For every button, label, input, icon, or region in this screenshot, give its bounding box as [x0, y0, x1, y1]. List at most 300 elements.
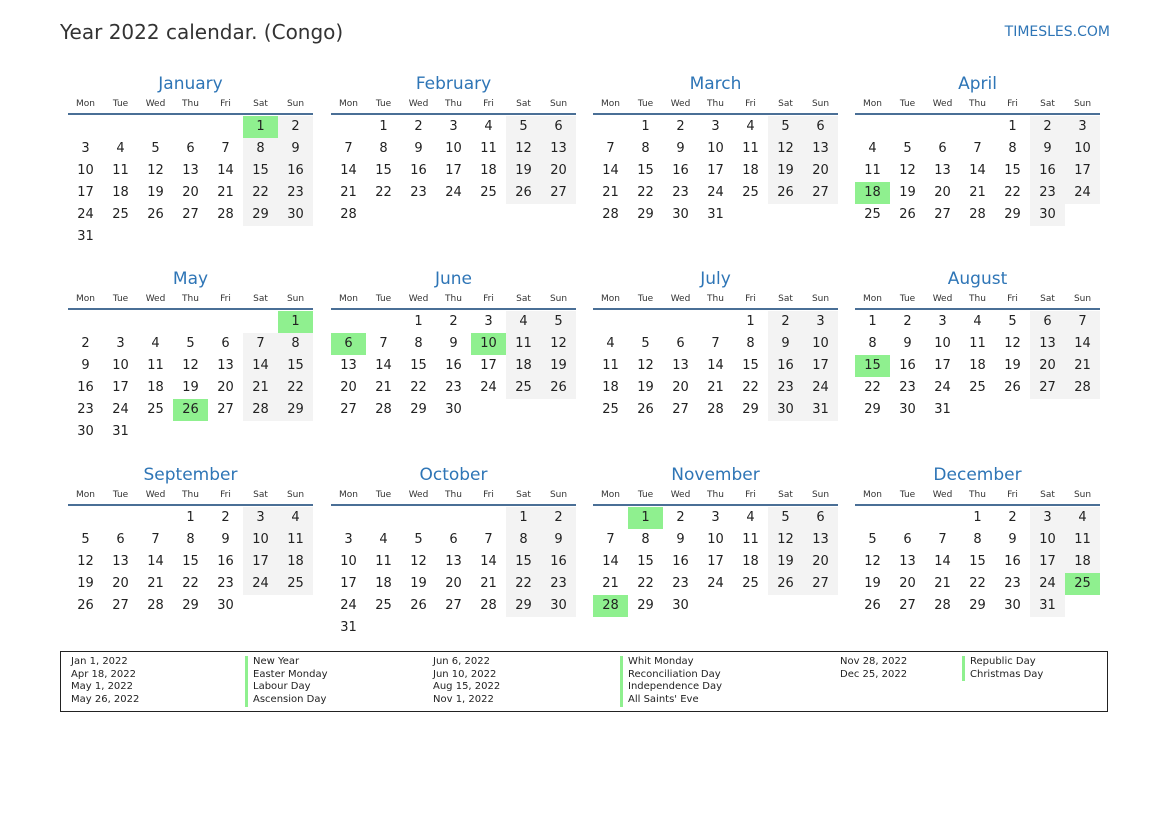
day-cell: 7 [484, 532, 493, 547]
day-cell: 9 [903, 336, 912, 351]
day-cell: 21 [707, 380, 724, 395]
day-cell: 20 [803, 551, 838, 573]
day-cell: 22 [742, 380, 759, 395]
day-cell: 7 [938, 532, 947, 547]
day-cell: 23 [410, 185, 427, 200]
weekday-label: Mon [601, 294, 620, 304]
day-cell: 5 [506, 116, 541, 138]
day-cell: 20 [803, 160, 838, 182]
month-name: October [419, 465, 488, 485]
day-cell: 8 [278, 333, 313, 355]
day-cell: 28 [707, 402, 724, 417]
month-name: November [671, 465, 760, 485]
day-cell: 1 [641, 119, 650, 134]
weekday-header [593, 96, 838, 115]
day-cell: 30 [672, 598, 689, 613]
day-cell: 4 [746, 119, 755, 134]
legend-date: Jun 6, 2022 [433, 656, 490, 667]
day-cell: 14 [969, 163, 986, 178]
day-cell: 15 [969, 554, 986, 569]
legend-names [245, 656, 328, 707]
empty-cell [593, 507, 628, 529]
day-cell: 2 [1008, 510, 1017, 525]
legend-dates [840, 656, 907, 681]
day-cell: 5 [541, 311, 576, 333]
empty-cell [855, 507, 890, 529]
day-cell: 20 [934, 185, 951, 200]
day-cell: 21 [243, 377, 278, 399]
day-cell: 2 [221, 510, 230, 525]
weekday-label: Wed [670, 294, 691, 304]
day-cell: 21 [934, 576, 951, 591]
day-cell: 21 [217, 185, 234, 200]
day-cell: 18 [506, 355, 541, 377]
weekday-label: Wed [408, 99, 429, 109]
day-cell: 12 [768, 138, 803, 160]
day-cell: 15 [506, 551, 541, 573]
day-grid [331, 507, 576, 639]
day-cell: 10 [445, 141, 462, 156]
empty-cell [890, 116, 925, 138]
weekday-label: Sat [516, 294, 531, 304]
day-cell: 15 [637, 163, 654, 178]
weekday-label: Mon [601, 99, 620, 109]
day-cell: 24 [1065, 182, 1100, 204]
day-grid [593, 116, 838, 226]
weekday-label: Tue [375, 294, 392, 304]
day-cell: 11 [742, 141, 759, 156]
legend-date: Aug 15, 2022 [433, 681, 501, 693]
day-cell: 14 [602, 554, 619, 569]
day-cell: 17 [1030, 551, 1065, 573]
day-cell: 11 [506, 333, 541, 355]
day-cell: 19 [147, 185, 164, 200]
weekday-label: Sun [549, 99, 568, 109]
day-cell: 3 [116, 336, 125, 351]
day-cell: 14 [934, 554, 951, 569]
weekday-label: Fri [483, 490, 494, 500]
weekday-label: Thu [445, 490, 462, 500]
weekday-label: Wed [932, 490, 953, 500]
day-cell: 11 [864, 163, 881, 178]
day-cell: 5 [768, 116, 803, 138]
day-cell: 25 [742, 185, 759, 200]
day-cell: 2 [676, 119, 685, 134]
day-cell: 12 [506, 138, 541, 160]
month-october [331, 464, 576, 639]
day-cell: 9 [278, 138, 313, 160]
day-cell: 9 [414, 141, 423, 156]
weekday-label: Sat [516, 490, 531, 500]
day-cell: 18 [112, 185, 129, 200]
day-cell: 17 [445, 163, 462, 178]
holiday-legend [60, 651, 1108, 712]
day-cell: 23 [1030, 182, 1065, 204]
day-cell: 11 [1065, 529, 1100, 551]
day-cell: 28 [217, 207, 234, 222]
weekday-label: Tue [112, 294, 129, 304]
day-cell: 12 [768, 529, 803, 551]
weekday-label: Thu [969, 294, 986, 304]
day-cell: 20 [112, 576, 129, 591]
legend-holiday-name: Reconciliation Day [620, 669, 722, 682]
empty-cell [138, 311, 173, 333]
day-grid [855, 507, 1100, 617]
day-cell: 25 [112, 207, 129, 222]
day-cell: 19 [506, 160, 541, 182]
day-cell: 4 [151, 336, 160, 351]
weekday-label: Fri [483, 99, 494, 109]
empty-cell [890, 507, 925, 529]
day-cell: 5 [186, 336, 195, 351]
day-cell: 5 [868, 532, 877, 547]
weekday-label: Sun [1073, 294, 1092, 304]
day-cell: 22 [410, 380, 427, 395]
day-cell: 3 [711, 119, 720, 134]
day-cell: 14 [375, 358, 392, 373]
weekday-label: Fri [220, 99, 231, 109]
day-cell: 17 [77, 185, 94, 200]
day-cell: 19 [637, 380, 654, 395]
day-cell: 30 [672, 207, 689, 222]
empty-cell [925, 507, 960, 529]
weekday-header [68, 487, 313, 506]
day-cell: 23 [77, 402, 94, 417]
day-cell: 3 [1030, 507, 1065, 529]
day-cell: 5 [151, 141, 160, 156]
weekday-label: Sun [811, 294, 830, 304]
empty-cell [366, 507, 401, 529]
day-cell: 5 [903, 141, 912, 156]
day-cell: 16 [217, 554, 234, 569]
brand-link[interactable]: TIMESLES.COM [1004, 24, 1110, 40]
holiday-day-cell: 28 [593, 595, 628, 617]
day-cell: 4 [973, 314, 982, 329]
month-may [68, 268, 313, 443]
day-cell: 10 [340, 554, 357, 569]
day-cell: 23 [541, 573, 576, 595]
day-cell: 2 [903, 314, 912, 329]
weekday-label: Sun [1073, 99, 1092, 109]
day-cell: 5 [641, 336, 650, 351]
holiday-day-cell: 10 [471, 333, 506, 355]
day-cell: 28 [969, 207, 986, 222]
day-cell: 29 [742, 402, 759, 417]
day-cell: 19 [182, 380, 199, 395]
empty-cell [663, 311, 698, 333]
day-cell: 31 [77, 229, 94, 244]
day-cell: 21 [602, 576, 619, 591]
weekday-label: Sat [778, 99, 793, 109]
day-cell: 16 [541, 551, 576, 573]
weekday-label: Fri [483, 294, 494, 304]
day-cell: 4 [868, 141, 877, 156]
legend-holiday-name: Independence Day [620, 681, 722, 694]
day-cell: 30 [77, 424, 94, 439]
day-cell: 27 [112, 598, 129, 613]
day-cell: 28 [934, 598, 951, 613]
day-cell: 9 [221, 532, 230, 547]
day-cell: 16 [899, 358, 916, 373]
holiday-day-cell: 15 [855, 355, 890, 377]
weekday-header [68, 291, 313, 310]
empty-cell [173, 116, 208, 138]
day-cell: 8 [641, 532, 650, 547]
day-cell: 24 [707, 185, 724, 200]
day-cell: 4 [278, 507, 313, 529]
day-cell: 14 [340, 163, 357, 178]
weekday-label: Mon [339, 490, 358, 500]
legend-holiday-name: Whit Monday [620, 656, 722, 669]
day-cell: 8 [746, 336, 755, 351]
day-cell: 10 [803, 333, 838, 355]
legend-dates [71, 656, 139, 707]
holiday-day-cell: 1 [278, 311, 313, 333]
weekday-label: Fri [220, 490, 231, 500]
day-cell: 20 [217, 380, 234, 395]
empty-cell [173, 311, 208, 333]
day-cell: 1 [506, 507, 541, 529]
day-cell: 27 [340, 402, 357, 417]
day-cell: 30 [768, 399, 803, 421]
day-cell: 5 [414, 532, 423, 547]
day-cell: 2 [81, 336, 90, 351]
legend-date: Dec 25, 2022 [840, 668, 908, 680]
day-cell: 12 [182, 358, 199, 373]
day-cell: 14 [243, 355, 278, 377]
day-cell: 17 [480, 358, 497, 373]
weekday-label: Mon [863, 490, 882, 500]
day-grid [855, 311, 1100, 421]
day-cell: 11 [278, 529, 313, 551]
day-cell: 6 [1030, 311, 1065, 333]
empty-cell [208, 116, 243, 138]
day-cell: 3 [484, 314, 493, 329]
day-cell: 18 [742, 163, 759, 178]
day-cell: 28 [340, 207, 357, 222]
weekday-label: Sat [516, 99, 531, 109]
weekday-label: Mon [601, 490, 620, 500]
day-cell: 18 [969, 358, 986, 373]
day-cell: 23 [217, 576, 234, 591]
weekday-label: Thu [969, 490, 986, 500]
weekday-header [855, 487, 1100, 506]
day-cell: 27 [803, 182, 838, 204]
day-cell: 1 [379, 119, 388, 134]
day-grid [331, 116, 576, 226]
weekday-label: Tue [899, 294, 916, 304]
day-cell: 10 [243, 529, 278, 551]
weekday-label: Tue [112, 490, 129, 500]
month-name: June [434, 269, 473, 289]
day-cell: 9 [1030, 138, 1065, 160]
legend-holiday-name: Christmas Day [962, 669, 1043, 682]
weekday-label: Fri [745, 490, 756, 500]
day-cell: 30 [899, 402, 916, 417]
day-cell: 11 [375, 554, 392, 569]
day-cell: 11 [112, 163, 129, 178]
day-cell: 10 [707, 532, 724, 547]
day-cell: 6 [803, 507, 838, 529]
day-cell: 26 [637, 402, 654, 417]
weekday-header [593, 487, 838, 506]
day-cell: 28 [375, 402, 392, 417]
month-name: April [958, 74, 997, 94]
empty-cell [593, 311, 628, 333]
day-cell: 7 [379, 336, 388, 351]
weekday-header [331, 291, 576, 310]
day-cell: 20 [340, 380, 357, 395]
day-cell: 17 [112, 380, 129, 395]
day-cell: 1 [746, 314, 755, 329]
day-cell: 15 [742, 358, 759, 373]
day-cell: 7 [1065, 311, 1100, 333]
day-cell: 16 [445, 358, 462, 373]
day-cell: 2 [278, 116, 313, 138]
day-cell: 11 [742, 532, 759, 547]
day-cell: 19 [77, 576, 94, 591]
day-cell: 15 [278, 355, 313, 377]
day-cell: 20 [899, 576, 916, 591]
weekday-header [331, 96, 576, 115]
day-cell: 23 [899, 380, 916, 395]
weekday-label: Sat [1040, 490, 1055, 500]
day-cell: 1 [973, 510, 982, 525]
day-cell: 21 [147, 576, 164, 591]
weekday-header [593, 291, 838, 310]
day-cell: 4 [606, 336, 615, 351]
day-cell: 2 [676, 510, 685, 525]
day-cell: 14 [1065, 333, 1100, 355]
month-name: December [933, 465, 1022, 485]
legend-holiday-name: All Saints' Eve [620, 694, 722, 707]
month-december [855, 464, 1100, 617]
weekday-label: Mon [76, 294, 95, 304]
weekday-label: Tue [899, 490, 916, 500]
day-cell: 30 [445, 402, 462, 417]
weekday-label: Tue [375, 490, 392, 500]
legend-date: Jun 10, 2022 [433, 668, 497, 680]
day-cell: 8 [186, 532, 195, 547]
month-name: January [158, 74, 223, 94]
day-grid [855, 116, 1100, 226]
day-cell: 15 [243, 160, 278, 182]
day-cell: 24 [480, 380, 497, 395]
day-cell: 22 [182, 576, 199, 591]
day-cell: 27 [541, 182, 576, 204]
holiday-day-cell: 25 [1065, 573, 1100, 595]
weekday-label: Tue [112, 99, 129, 109]
day-cell: 25 [278, 573, 313, 595]
page-title: Year 2022 calendar. (Congo) [60, 20, 344, 44]
weekday-label: Sun [549, 490, 568, 500]
legend-names [962, 656, 1043, 681]
day-cell: 30 [278, 204, 313, 226]
month-name: May [172, 269, 209, 289]
day-cell: 13 [340, 358, 357, 373]
day-grid [68, 116, 313, 248]
month-august [855, 268, 1100, 421]
weekday-label: Wed [145, 490, 166, 500]
day-cell: 3 [243, 507, 278, 529]
day-cell: 14 [602, 163, 619, 178]
day-cell: 1 [1008, 119, 1017, 134]
holiday-day-cell: 1 [243, 116, 278, 138]
day-cell: 4 [746, 510, 755, 525]
day-cell: 19 [864, 576, 881, 591]
weekday-label: Mon [863, 99, 882, 109]
empty-cell [401, 507, 436, 529]
weekday-label: Thu [707, 490, 724, 500]
day-cell: 9 [1008, 532, 1017, 547]
day-cell: 26 [768, 182, 803, 204]
weekday-label: Thu [445, 99, 462, 109]
month-name: February [415, 74, 492, 94]
day-cell: 22 [278, 377, 313, 399]
legend-holiday-name: Republic Day [962, 656, 1043, 669]
day-cell: 18 [147, 380, 164, 395]
day-cell: 25 [506, 377, 541, 399]
day-cell: 31 [803, 399, 838, 421]
day-cell: 13 [217, 358, 234, 373]
day-cell: 3 [81, 141, 90, 156]
day-cell: 30 [217, 598, 234, 613]
empty-cell [68, 116, 103, 138]
weekday-label: Mon [76, 490, 95, 500]
empty-cell [925, 116, 960, 138]
day-cell: 10 [1065, 138, 1100, 160]
weekday-label: Sat [253, 294, 268, 304]
day-cell: 17 [934, 358, 951, 373]
empty-cell [243, 311, 278, 333]
day-cell: 3 [711, 510, 720, 525]
legend-date: May 26, 2022 [71, 694, 140, 706]
day-cell: 2 [1030, 116, 1065, 138]
day-cell: 7 [151, 532, 160, 547]
legend-date: May 1, 2022 [71, 681, 134, 693]
day-cell: 21 [969, 185, 986, 200]
weekday-label: Wed [932, 99, 953, 109]
day-cell: 16 [672, 163, 689, 178]
day-cell: 20 [182, 185, 199, 200]
day-cell: 7 [973, 141, 982, 156]
day-cell: 30 [1030, 204, 1065, 226]
day-cell: 29 [410, 402, 427, 417]
day-cell: 8 [379, 141, 388, 156]
legend-holiday-name: Ascension Day [245, 694, 328, 707]
day-cell: 29 [637, 598, 654, 613]
weekday-label: Thu [182, 99, 199, 109]
weekday-label: Sat [1040, 99, 1055, 109]
weekday-label: Sun [811, 490, 830, 500]
day-cell: 10 [77, 163, 94, 178]
day-cell: 21 [602, 185, 619, 200]
day-grid [593, 507, 838, 617]
day-cell: 4 [484, 119, 493, 134]
day-cell: 27 [672, 402, 689, 417]
day-cell: 1 [186, 510, 195, 525]
day-cell: 28 [147, 598, 164, 613]
month-january [68, 73, 313, 248]
day-cell: 18 [375, 576, 392, 591]
day-cell: 7 [243, 333, 278, 355]
day-cell: 9 [676, 532, 685, 547]
day-cell: 11 [480, 141, 497, 156]
month-name: August [947, 269, 1008, 289]
day-cell: 15 [375, 163, 392, 178]
day-cell: 11 [969, 336, 986, 351]
weekday-label: Fri [1007, 490, 1018, 500]
